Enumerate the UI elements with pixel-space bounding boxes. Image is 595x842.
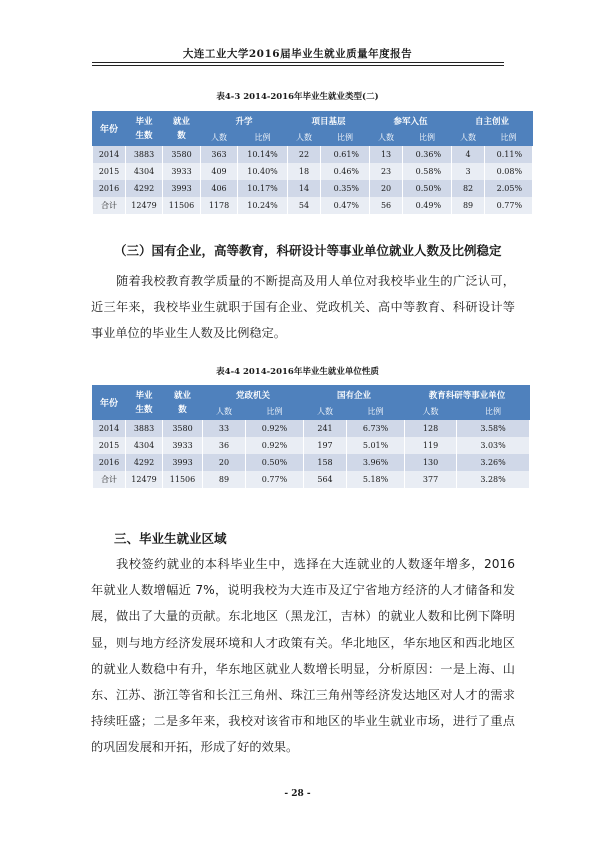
cell: 2.05% [485, 180, 533, 197]
table-row [93, 454, 530, 471]
section-heading: 三、毕业生就业区域 [114, 531, 227, 546]
cell: 10.40% [238, 163, 288, 180]
cell: 3883 [126, 146, 163, 164]
cell: 36 [203, 437, 246, 454]
sub-header-count: 人数 [405, 404, 457, 420]
sub-header-count: 人数 [203, 404, 246, 420]
sub-header-ratio: 比例 [246, 404, 304, 420]
cell: 3933 [163, 437, 203, 454]
cell: 23 [370, 163, 403, 180]
cell: 4304 [126, 437, 163, 454]
cell: 4292 [126, 454, 163, 471]
cell: 5.18% [347, 471, 405, 488]
cell: 合计 [93, 471, 126, 488]
cell: 10.24% [238, 197, 288, 214]
sub-header-ratio: 比例 [485, 130, 533, 146]
table-row [93, 180, 533, 197]
cell: 33 [203, 420, 246, 438]
cell: 56 [370, 197, 403, 214]
cell: 0.77% [246, 471, 304, 488]
cell: 10.17% [238, 180, 288, 197]
cell: 0.08% [485, 163, 533, 180]
cell: 0.50% [403, 180, 452, 197]
cell: 4 [452, 146, 485, 164]
body-paragraph: 我校签约就业的本科毕业生中，选择在大连就业的人数逐年增多，2016 年就业人数增幅近 7%，说明我校为大连市及辽宁省地方经济的人才储备和发展，做出了大量的贡献。东北地区（黑龙江，吉林）的就业人数和比例下降明显，则与地方经济发展环境和人才政策有关。华北地区，华东地区和西北地区的就业人数稳中有升，华东地区就业人数增长明显，分析原因：一是上海、山东、江苏、浙江等省和长江三角州、珠江三角州等经济发达地区对人才的需求持续旺盛；二是多年来，我校对该省市和地区的毕业生就业市场，进行了重点的巩固发展和开拓，形成了好的效果。 [91, 557, 515, 755]
cell: 89 [203, 471, 246, 488]
cell: 406 [201, 180, 238, 197]
cell: 5.01% [347, 437, 405, 454]
header-rule [92, 62, 504, 63]
sub-header-ratio: 比例 [238, 130, 288, 146]
col-header-year: 年份 [93, 386, 126, 420]
cell: 6.73% [347, 420, 405, 438]
cell: 20 [203, 454, 246, 471]
cell: 22 [288, 146, 321, 164]
sub-header-count: 人数 [452, 130, 485, 146]
group-header-grassroots-projects: 项目基层 [288, 112, 370, 130]
sub-header-ratio: 比例 [321, 130, 370, 146]
cell: 2016 [93, 454, 126, 471]
table-caption: 表4-3 2014-2016年毕业生就业类型(二) [216, 92, 379, 102]
group-header-further-study: 升学 [201, 112, 288, 130]
cell: 0.61% [321, 146, 370, 164]
cell: 3.03% [457, 437, 530, 454]
sub-header-count: 人数 [370, 130, 403, 146]
cell: 158 [304, 454, 347, 471]
cell: 4292 [126, 180, 163, 197]
cell: 89 [452, 197, 485, 214]
cell: 130 [405, 454, 457, 471]
cell: 3993 [163, 454, 203, 471]
cell: 0.58% [403, 163, 452, 180]
table-row-total [93, 471, 530, 488]
cell: 0.77% [485, 197, 533, 214]
employer-nature-table [92, 385, 530, 488]
cell: 2015 [93, 437, 126, 454]
cell: 564 [304, 471, 347, 488]
col-header-graduates: 毕业 生数 [126, 112, 163, 146]
cell: 0.49% [403, 197, 452, 214]
cell: 3.28% [457, 471, 530, 488]
col-header-graduates: 毕业 生数 [126, 386, 163, 420]
table-row [93, 146, 533, 164]
cell: 197 [304, 437, 347, 454]
cell: 0.46% [321, 163, 370, 180]
cell: 14 [288, 180, 321, 197]
col-header-employed: 就业 数 [163, 112, 201, 146]
group-header-government: 党政机关 [203, 386, 304, 404]
cell: 128 [405, 420, 457, 438]
cell: 0.92% [246, 437, 304, 454]
col-header-year: 年份 [93, 112, 126, 146]
table-row [93, 163, 533, 180]
cell: 409 [201, 163, 238, 180]
table-caption: 表4-4 2014-2016年毕业生就业单位性质 [216, 367, 379, 377]
cell: 3993 [163, 180, 201, 197]
cell: 3580 [163, 420, 203, 438]
cell: 0.50% [246, 454, 304, 471]
cell: 4304 [126, 163, 163, 180]
cell: 0.11% [485, 146, 533, 164]
cell: 3.26% [457, 454, 530, 471]
cell: 10.14% [238, 146, 288, 164]
sub-header-count: 人数 [304, 404, 347, 420]
section-heading: （三）国有企业，高等教育，科研设计等事业单位就业人数及比例稳定 [114, 243, 502, 258]
cell: 54 [288, 197, 321, 214]
page-number: - 28 - [284, 789, 311, 799]
cell: 363 [201, 146, 238, 164]
cell: 3883 [126, 420, 163, 438]
cell: 82 [452, 180, 485, 197]
cell: 3.58% [457, 420, 530, 438]
cell: 3.96% [347, 454, 405, 471]
group-header-state-owned: 国有企业 [304, 386, 405, 404]
cell: 3580 [163, 146, 201, 164]
cell: 12479 [126, 471, 163, 488]
cell: 11506 [163, 197, 201, 214]
cell: 3933 [163, 163, 201, 180]
cell: 0.35% [321, 180, 370, 197]
cell: 1178 [201, 197, 238, 214]
cell: 2016 [93, 180, 126, 197]
sub-header-ratio: 比例 [347, 404, 405, 420]
sub-header-count: 人数 [201, 130, 238, 146]
body-paragraph: 随着我校教育教学质量的不断提高及用人单位对我校毕业生的广泛认可，近三年来，我校毕业生就职于国有企业、党政机关、高中等教育、科研设计等事业单位的毕业生人数及比例稳定。 [91, 274, 515, 341]
cell: 20 [370, 180, 403, 197]
cell: 18 [288, 163, 321, 180]
table-row-total [93, 197, 533, 214]
cell: 11506 [163, 471, 203, 488]
table-row [93, 420, 530, 438]
table-row [93, 437, 530, 454]
cell: 119 [405, 437, 457, 454]
sub-header-ratio: 比例 [403, 130, 452, 146]
cell: 0.92% [246, 420, 304, 438]
cell: 12479 [126, 197, 163, 214]
cell: 0.36% [403, 146, 452, 164]
cell: 2014 [93, 420, 126, 438]
cell: 241 [304, 420, 347, 438]
employment-type-table [92, 111, 533, 214]
cell: 13 [370, 146, 403, 164]
group-header-education-research: 教育科研等事业单位 [405, 386, 530, 404]
sub-header-ratio: 比例 [457, 404, 530, 420]
header-rule-thin [92, 65, 504, 66]
cell: 合计 [93, 197, 126, 214]
cell: 0.47% [321, 197, 370, 214]
report-header-title: 大连工业大学2016届毕业生就业质量年度报告 [182, 48, 413, 60]
cell: 377 [405, 471, 457, 488]
group-header-self-employed: 自主创业 [452, 112, 533, 130]
cell: 2014 [93, 146, 126, 164]
col-header-employed: 就业 数 [163, 386, 203, 420]
group-header-military: 参军入伍 [370, 112, 452, 130]
cell: 3 [452, 163, 485, 180]
sub-header-count: 人数 [288, 130, 321, 146]
cell: 2015 [93, 163, 126, 180]
